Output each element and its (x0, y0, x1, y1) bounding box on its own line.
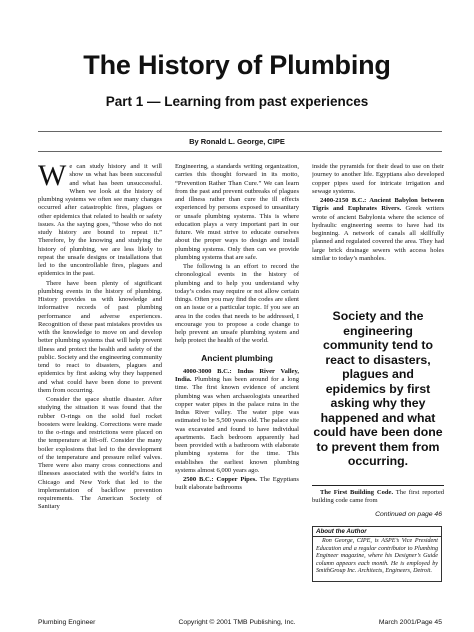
byline-top-rule (38, 131, 442, 132)
intro-paragraph (38, 163, 162, 279)
byline: By Ronald L. George, CIPE (189, 137, 285, 146)
paragraph: The following is an effort to record the chronological events in the history of plumbing and to help you understand why today’s codes may require or not allow certain things. Often you may find the codes are silent on an issue or a particular topic. If you see an area in the codes that needs to be addressed, I encourage you to propose a code change to help prevent an unsafe plumbing system and help protect the health of the world. (175, 263, 299, 345)
entry-heading: The First Building Code. (320, 489, 394, 496)
pull-quote: Society and the engineering community tend to react to disasters, plagues and epidemics by first asking why they happened and what could have been done to prevent them from occurring. (313, 309, 443, 468)
drop-cap: W (38, 163, 67, 192)
footer-publication: Plumbing Engineer (38, 619, 96, 626)
paragraph: There have been plenty of significant plumbing events in the history of plumbing. History provides us with knowledge and informative records of past plumbing performance and adverse experiences. Recognition of these past mistakes provides us with the knowledge to move on and develop better plumbing systems that will help prevent illness and protect the health and safety of the public. Society and the engineering community tend to react to disasters, plagues and epidemics by first asking why they happened and what could have been done to prevent them from occurring. (38, 279, 162, 394)
paragraph: Engineering, a standards writing organization, carries this thought forward in its motto, “Prevention Rather Than Cure.” We can learn from the past and prevent outbreaks of plagues and illness rather than cure the ill effects experienced by persons exposed to unsanitary or unsafe plumbing systems. This is where education plays a very important part in our future. We must strive to educate ourselves about the proper ways to design and install plumbing systems. Only then can we provide plumbing systems that are safe. (175, 163, 299, 261)
section-heading: Ancient plumbing (201, 352, 273, 363)
footer-page-number: March 2001/Page 45 (378, 619, 442, 626)
intro-text: e can study history and it will show us what has been successful and what has been unsuccessful. When we look at the history of plumbing systems we often see many changes occurred after catastrophic fires, plagues or other epidemics that related to health or safety issues. As the saying goes, “those who do not study history are bound to repeat it.” Therefore, by the knowing and studying the history of plumbing, we are less likely to repeat the unsafe designs or installations that led to the uncontrollable fires, plagues and epidemics in the past. (38, 163, 162, 278)
paragraph (175, 368, 299, 475)
byline-bottom-rule (38, 151, 442, 152)
entry-text: Greek writers wrote of ancient Babylonia where the science of hydraulic engineering seems to have had its beginning. A network of canals all skillfully planned and regulated covered the area. They had large brick drainage sewers with access holes similar to today’s manholes. (312, 205, 444, 262)
about-author-text: Ron George, CIPE, is ASPE’s Vice President Education and a regular contributor to Plumbing Engineer magazine, where his Designer’s Guide column appears each month. He is employed by SmithGroup Inc. Architects, Engineers, Detroit. (316, 538, 438, 575)
article-title: The History of Plumbing (83, 50, 391, 80)
pull-quote-rule (312, 485, 444, 486)
column-1 (38, 163, 162, 609)
entry-text: The first reported building code came from (312, 489, 444, 505)
column-3-continuation (312, 489, 444, 506)
continued-link[interactable]: Continued on page 46 (375, 511, 442, 518)
article-subtitle: Part 1 — Learning from past experiences (105, 94, 369, 109)
paragraph (312, 489, 444, 506)
entry-heading: 2400-2150 B.C.: Ancient Babylon between Tigris and Euphrates Rivers. (312, 197, 444, 213)
column-3 (312, 163, 444, 273)
about-author-box (312, 526, 442, 582)
entry-text: The Egyptians built elaborate bathrooms (175, 476, 299, 492)
footer-copyright: Copyright © 2001 TMB Publishing, Inc. (178, 619, 296, 626)
paragraph (175, 476, 299, 493)
paragraph: inside the pyramids for their dead to use on their journey to another life. Egyptians also developed copper pipes used for intricate irrigation and sewage systems. (312, 163, 444, 195)
paragraph (312, 197, 444, 263)
about-author-heading: About the Author (313, 527, 441, 537)
entry-text: Plumbing has been around for a long time. The first known evidence of ancient plumbing was when archaeologists unearthed copper water pipes in the palace ruins in the Indus River valley. The water pipe was estimated to be 5,500 years old. The palace site was excavated and found to have individual apartments. Each bedroom apparently had been provided with a bathroom with elaborate plumbing systems for the time. This establishes the earliest known plumbing systems almost 6,000 years ago. (175, 376, 299, 474)
paragraph: Consider the space shuttle disaster. After studying the situation it was found that the rubber O-rings on the solid fuel rocket boosters were leaking. Corrections were made to the o-rings and restrictions were placed on the temperature at lift-off. Consider the many boiler explosions that led to the development of the temperature and pressure relief valves. There were also many cross connections and illnesses associated with the world’s fairs in Chicago and New York that led to the implementation of backflow prevention requirements. The American Society of Sanitary (38, 396, 162, 511)
entry-heading: 4000-3000 B.C.: Indus River Valley, India. (175, 367, 299, 383)
column-2 (175, 163, 299, 613)
entry-heading: 2500 B.C.: Copper Pipes. (183, 476, 257, 483)
